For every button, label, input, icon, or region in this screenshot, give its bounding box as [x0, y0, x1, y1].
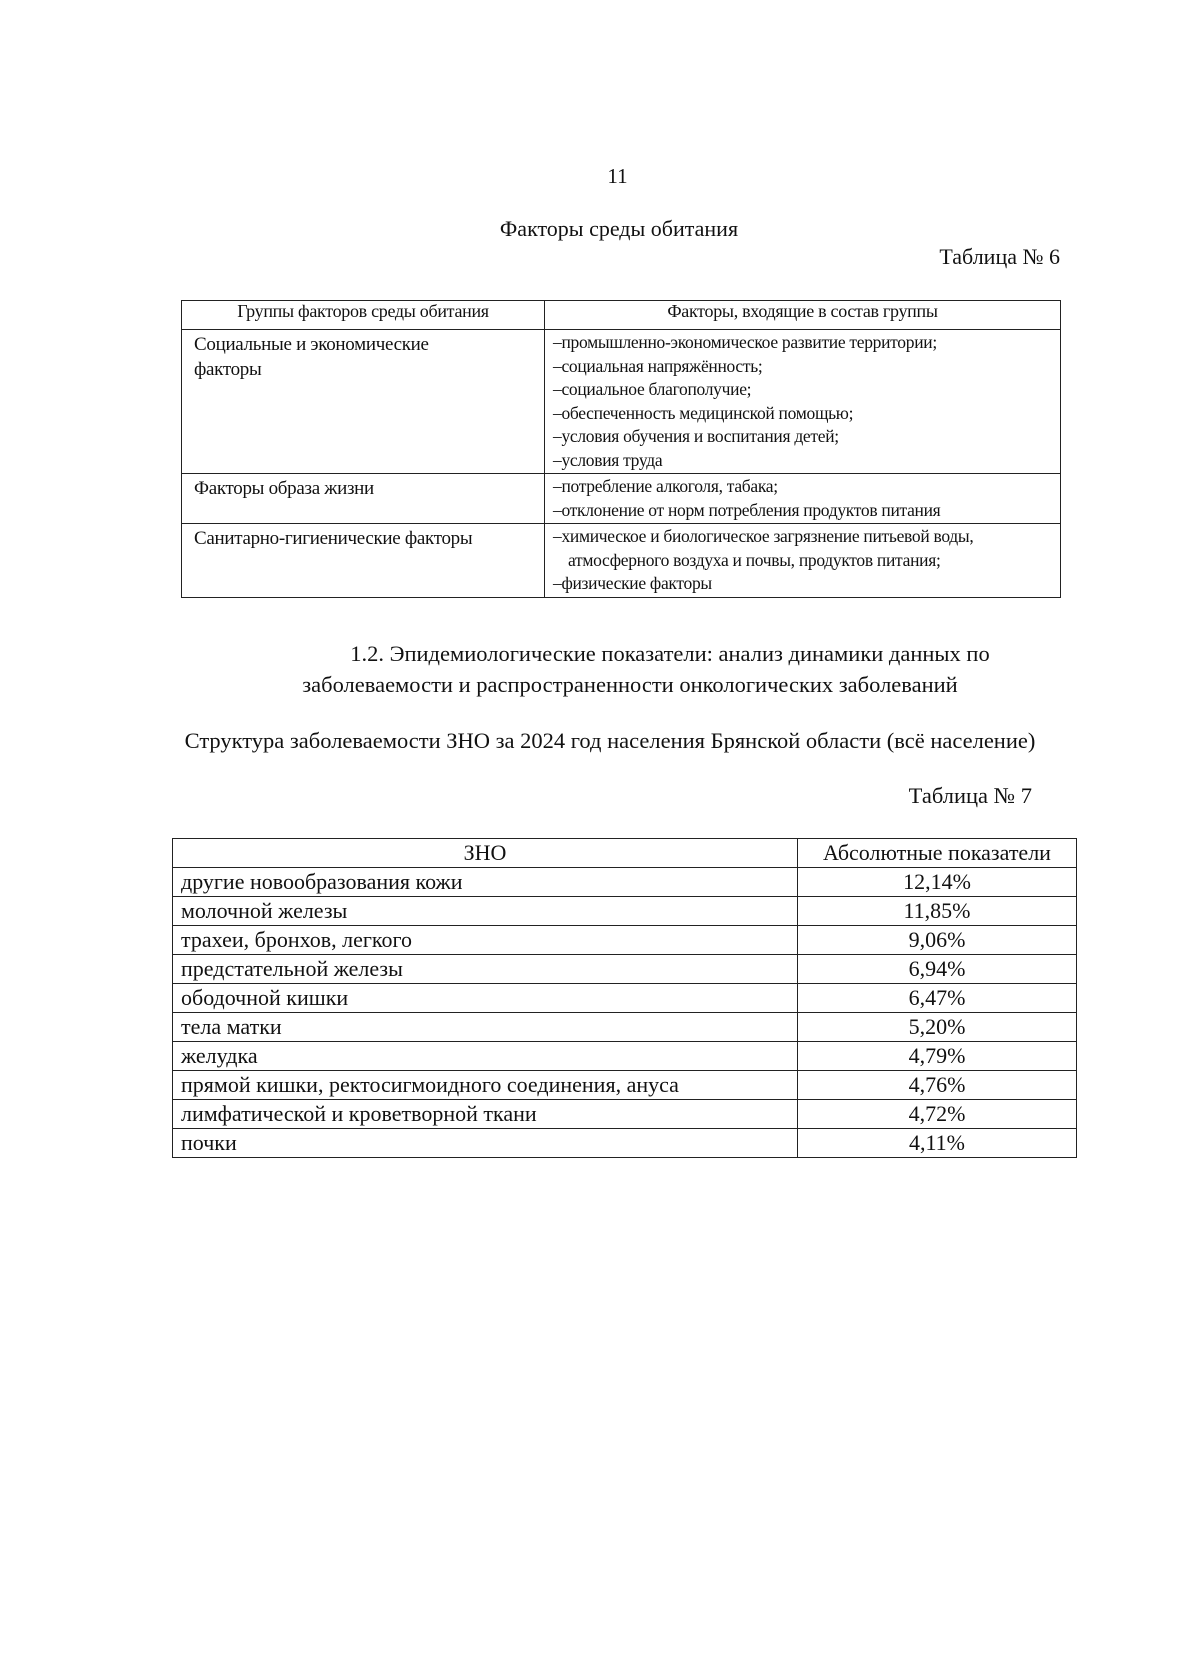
cancer-site-cell: трахеи, бронхов, легкого [173, 926, 798, 955]
value-cell: 4,11% [798, 1129, 1077, 1158]
value-cell: 4,76% [798, 1071, 1077, 1100]
table-row [182, 330, 1061, 474]
factor-item: –условия обучения и воспитания детей; [553, 426, 839, 446]
table-row [173, 1100, 1077, 1129]
table7-number: Таблица № 7 [908, 783, 1032, 808]
cancer-site-cell: тела матки [173, 1013, 798, 1042]
value-cell: 5,20% [798, 1013, 1077, 1042]
factor-item: –социальное благополучие; [553, 379, 752, 399]
cancer-site-cell: другие новообразования кожи [173, 868, 798, 897]
table-row [173, 897, 1077, 926]
table-row [182, 474, 1061, 524]
value-cell: 9,06% [798, 926, 1077, 955]
header-cell: Факторы, входящие в состав группы [545, 301, 1061, 330]
header-cell: Группы факторов среды обитания [182, 301, 545, 330]
table-header-row [173, 839, 1077, 868]
cancer-site-cell: желудка [173, 1042, 798, 1071]
cancer-site-cell: лимфатической и кроветворной ткани [173, 1100, 798, 1129]
table7-caption: Структура заболеваемости ЗНО за 2024 год населения Брянской области (всё население) [184, 728, 1036, 753]
table-row [173, 926, 1077, 955]
group-label: Социальные и экономические факторы [194, 334, 429, 380]
table-row [182, 524, 1061, 598]
group-label: Факторы образа жизни [194, 478, 374, 499]
factor-item: –потребление алкоголя, табака; [553, 476, 778, 496]
cancer-site-cell: ободочной кишки [173, 984, 798, 1013]
cancer-incidence-table [172, 838, 1077, 1158]
section-heading-line: 1.2. Эпидемиологические показатели: анализ динамики данных по [350, 641, 990, 666]
factor-item: –отклонение от норм потребления продуктов питания [553, 499, 941, 520]
table-header-row [182, 301, 1061, 330]
header-cell: Абсолютные показатели [798, 839, 1077, 868]
group-cell [182, 330, 545, 474]
value-cell: 11,85% [798, 897, 1077, 926]
factors-cell [545, 474, 1061, 524]
table-row [173, 1042, 1077, 1071]
group-cell [182, 524, 545, 598]
group-label: Санитарно-гигиенические факторы [194, 528, 473, 549]
factors-cell [545, 330, 1061, 474]
factor-item: –промышленно-экономическое развитие территории; [553, 332, 937, 352]
value-cell: 4,79% [798, 1042, 1077, 1071]
header-cell: ЗНО [173, 839, 798, 868]
table-row [173, 984, 1077, 1013]
value-cell: 6,47% [798, 984, 1077, 1013]
cancer-site-cell: почки [173, 1129, 798, 1158]
cancer-site-cell: предстательной железы [173, 955, 798, 984]
value-cell: 6,94% [798, 955, 1077, 984]
value-cell: 4,72% [798, 1100, 1077, 1129]
table-row [173, 1129, 1077, 1158]
environment-factors-table [181, 300, 1061, 598]
section-heading-line: заболеваемости и распространенности онкологических заболеваний [302, 672, 958, 697]
table-row [173, 1071, 1077, 1100]
section-heading [0, 638, 1200, 700]
table-row [173, 1013, 1077, 1042]
factor-item: –обеспеченность медицинской помощью; [553, 402, 854, 423]
value-cell: 12,14% [798, 868, 1077, 897]
table6-number: Таблица № 6 [939, 244, 1060, 269]
factor-item: –условия труда [553, 449, 663, 470]
group-cell [182, 474, 545, 524]
table-row [173, 868, 1077, 897]
table-row [173, 955, 1077, 984]
cancer-site-cell: молочной железы [173, 897, 798, 926]
factor-item: –химическое и биологическое загрязнение питьевой воды, атмосферного воздуха и почвы, продуктов питания; [553, 526, 974, 570]
factor-item: –физические факторы [553, 573, 712, 593]
page-number: 11 [607, 164, 628, 188]
factor-item: –социальная напряжённость; [553, 355, 763, 376]
cancer-site-cell: прямой кишки, ректосигмоидного соединения, ануса [173, 1071, 798, 1100]
factors-cell [545, 524, 1061, 598]
table6-title: Факторы среды обитания [499, 216, 739, 241]
